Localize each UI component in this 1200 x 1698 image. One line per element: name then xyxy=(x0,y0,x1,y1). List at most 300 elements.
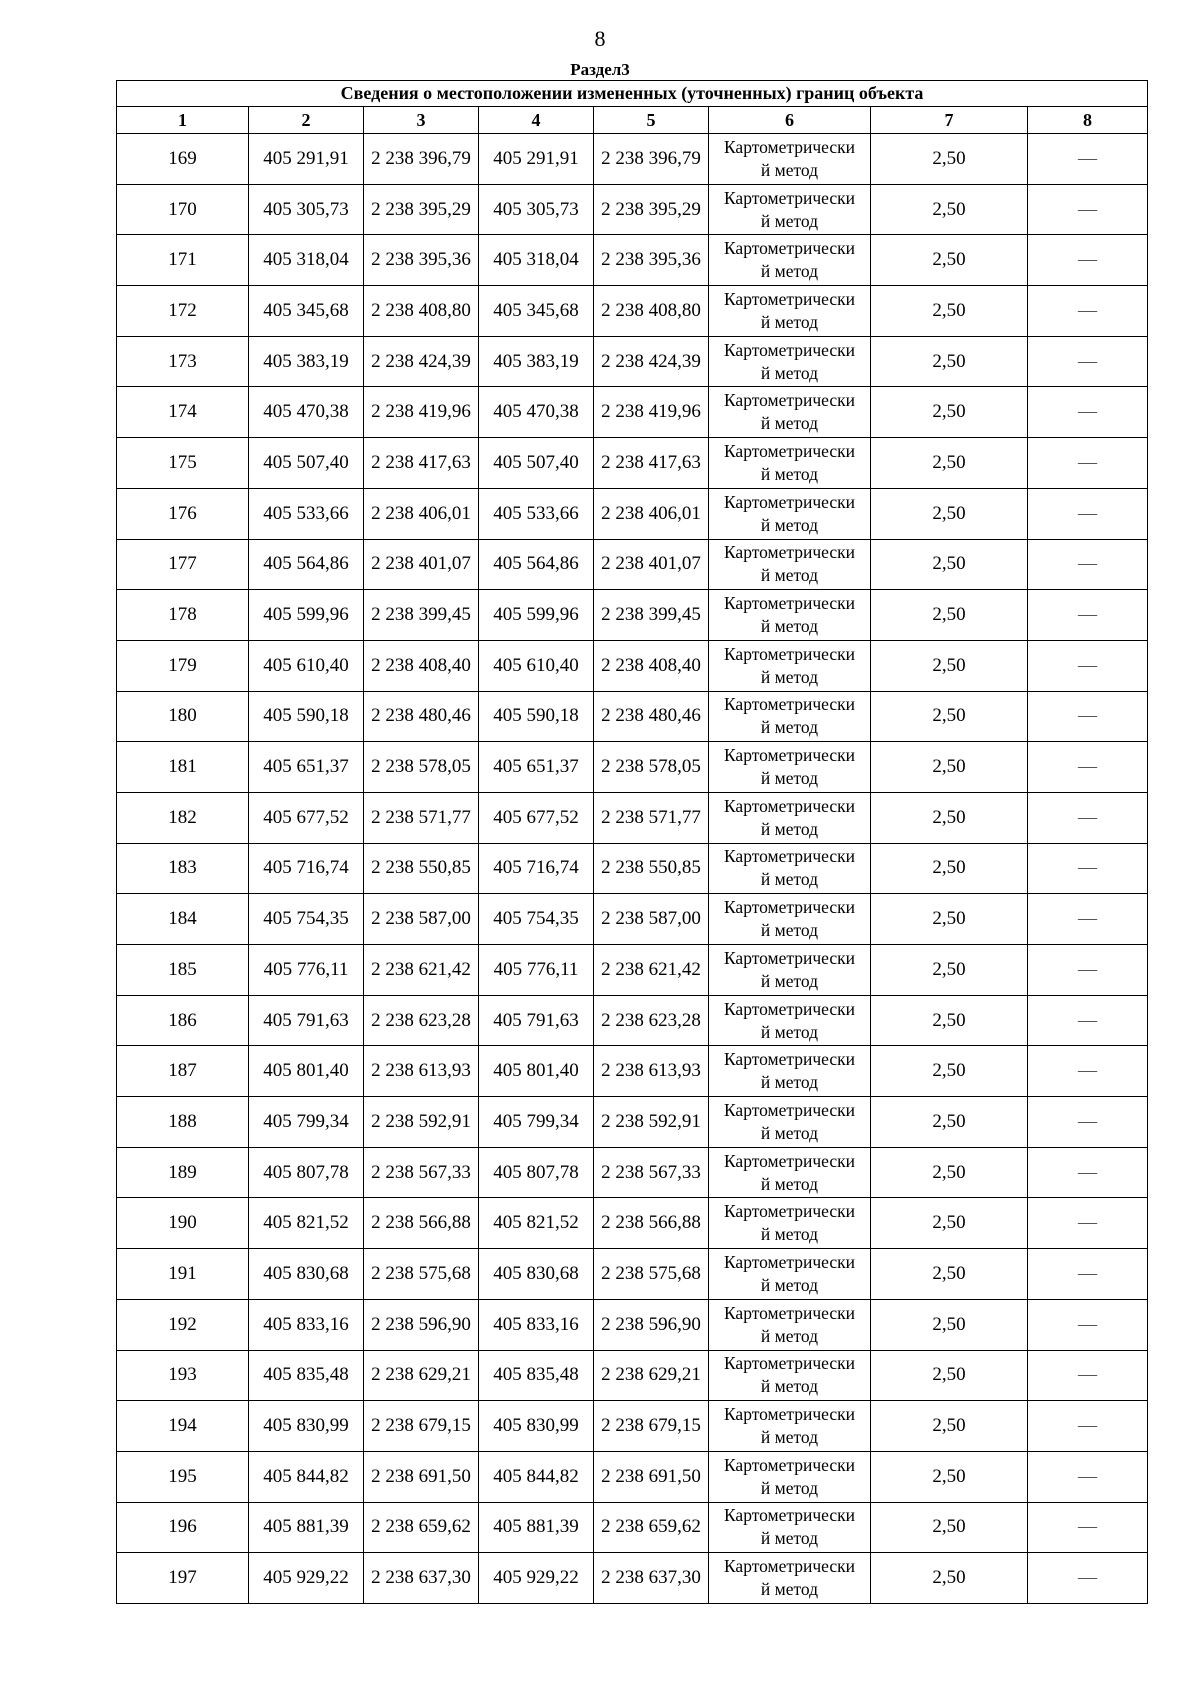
method-cell xyxy=(709,235,871,286)
coordinate-y-cell: 2 238 406,01 xyxy=(364,488,479,539)
coordinate-y-cell: 2 238 395,36 xyxy=(364,235,479,286)
coordinate-x-cell: 405 821,52 xyxy=(249,1198,364,1249)
coordinate-x-cell: 405 754,35 xyxy=(249,894,364,945)
accuracy-cell: 2,50 xyxy=(871,691,1028,742)
point-number-cell: 172 xyxy=(117,286,249,337)
table-row xyxy=(117,1401,1148,1452)
accuracy-cell: 2,50 xyxy=(871,1046,1028,1097)
point-number-cell: 177 xyxy=(117,539,249,590)
coordinate-y-cell: 2 238 623,28 xyxy=(594,995,709,1046)
coordinate-x-cell: 405 533,66 xyxy=(479,488,594,539)
method-line: Картометрически xyxy=(723,1049,856,1070)
method-line: Картометрически xyxy=(723,1302,856,1323)
coordinate-x-cell: 405 590,18 xyxy=(479,691,594,742)
method-line: Картометрически xyxy=(723,1150,856,1171)
coordinate-x-cell: 405 835,48 xyxy=(479,1350,594,1401)
coordinate-x-cell: 405 383,19 xyxy=(479,336,594,387)
method-line: й метод xyxy=(760,1274,819,1295)
accuracy-cell: 2,50 xyxy=(871,184,1028,235)
table-body xyxy=(117,134,1148,1604)
coordinate-y-cell: 2 238 401,07 xyxy=(594,539,709,590)
method-cell xyxy=(709,539,871,590)
method-cell xyxy=(709,1198,871,1249)
method-line: Картометрически xyxy=(723,238,856,259)
method-line: Картометрически xyxy=(723,1505,856,1526)
coordinate-x-cell: 405 833,16 xyxy=(249,1299,364,1350)
method-line: й метод xyxy=(760,616,819,637)
coordinate-y-cell: 2 238 566,88 xyxy=(594,1198,709,1249)
coordinate-x-cell: 405 835,48 xyxy=(249,1350,364,1401)
coordinate-x-cell: 405 590,18 xyxy=(249,691,364,742)
method-line: Картометрически xyxy=(723,1201,856,1222)
method-line: й метод xyxy=(760,666,819,687)
dash-cell: — xyxy=(1028,488,1148,539)
coordinate-y-cell: 2 238 587,00 xyxy=(594,894,709,945)
dash-cell: — xyxy=(1028,1502,1148,1553)
method-line: й метод xyxy=(760,970,819,991)
method-line: й метод xyxy=(760,565,819,586)
boundary-coordinates-table xyxy=(116,80,1148,1604)
dash-cell: — xyxy=(1028,843,1148,894)
table-row xyxy=(117,590,1148,641)
coordinate-x-cell: 405 470,38 xyxy=(249,387,364,438)
column-number: 5 xyxy=(594,107,709,134)
method-line: й метод xyxy=(760,869,819,890)
coordinate-y-cell: 2 238 424,39 xyxy=(594,336,709,387)
column-number: 8 xyxy=(1028,107,1148,134)
table-row xyxy=(117,1097,1148,1148)
dash-cell: — xyxy=(1028,539,1148,590)
coordinate-x-cell: 405 799,34 xyxy=(249,1097,364,1148)
dash-cell: — xyxy=(1028,1249,1148,1300)
coordinate-x-cell: 405 881,39 xyxy=(249,1502,364,1553)
method-cell xyxy=(709,184,871,235)
coordinate-x-cell: 405 305,73 xyxy=(249,184,364,235)
table-row xyxy=(117,134,1148,185)
coordinate-y-cell: 2 238 480,46 xyxy=(364,691,479,742)
table-row xyxy=(117,894,1148,945)
coordinate-y-cell: 2 238 596,90 xyxy=(364,1299,479,1350)
coordinate-y-cell: 2 238 575,68 xyxy=(364,1249,479,1300)
table-row xyxy=(117,843,1148,894)
method-line: й метод xyxy=(760,1021,819,1042)
coordinate-x-cell: 405 564,86 xyxy=(479,539,594,590)
accuracy-cell: 2,50 xyxy=(871,286,1028,337)
point-number-cell: 193 xyxy=(117,1350,249,1401)
point-number-cell: 175 xyxy=(117,438,249,489)
coordinate-y-cell: 2 238 417,63 xyxy=(364,438,479,489)
coordinate-x-cell: 405 470,38 xyxy=(479,387,594,438)
coordinate-y-cell: 2 238 629,21 xyxy=(594,1350,709,1401)
dash-cell: — xyxy=(1028,184,1148,235)
coordinate-x-cell: 405 776,11 xyxy=(249,945,364,996)
coordinate-x-cell: 405 716,74 xyxy=(249,843,364,894)
coordinate-y-cell: 2 238 395,29 xyxy=(594,184,709,235)
table-row xyxy=(117,640,1148,691)
coordinate-y-cell: 2 238 417,63 xyxy=(594,438,709,489)
method-line: й метод xyxy=(760,514,819,535)
page-number: 8 xyxy=(594,26,606,51)
method-line: Картометрически xyxy=(723,339,856,360)
point-number-cell: 189 xyxy=(117,1147,249,1198)
coordinate-y-cell: 2 238 419,96 xyxy=(364,387,479,438)
coordinate-x-cell: 405 830,99 xyxy=(249,1401,364,1452)
method-line: й метод xyxy=(760,362,819,383)
coordinate-y-cell: 2 238 399,45 xyxy=(594,590,709,641)
table-row xyxy=(117,438,1148,489)
coordinate-y-cell: 2 238 567,33 xyxy=(364,1147,479,1198)
method-cell xyxy=(709,792,871,843)
method-line: Картометрически xyxy=(723,390,856,411)
point-number-cell: 182 xyxy=(117,792,249,843)
coordinate-y-cell: 2 238 575,68 xyxy=(594,1249,709,1300)
coordinate-y-cell: 2 238 637,30 xyxy=(364,1553,479,1604)
dash-cell: — xyxy=(1028,894,1148,945)
coordinate-x-cell: 405 844,82 xyxy=(479,1451,594,1502)
method-cell xyxy=(709,1553,871,1604)
accuracy-cell: 2,50 xyxy=(871,1097,1028,1148)
dash-cell: — xyxy=(1028,1553,1148,1604)
table-row xyxy=(117,387,1148,438)
method-line: Картометрически xyxy=(723,542,856,563)
point-number-cell: 176 xyxy=(117,488,249,539)
point-number-cell: 190 xyxy=(117,1198,249,1249)
column-number: 7 xyxy=(871,107,1028,134)
method-cell xyxy=(709,640,871,691)
coordinate-y-cell: 2 238 424,39 xyxy=(364,336,479,387)
coordinate-x-cell: 405 318,04 xyxy=(249,235,364,286)
dash-cell: — xyxy=(1028,1350,1148,1401)
column-number-row xyxy=(117,107,1148,134)
method-line: Картометрически xyxy=(723,643,856,664)
method-cell xyxy=(709,1147,871,1198)
accuracy-cell: 2,50 xyxy=(871,742,1028,793)
coordinate-x-cell: 405 291,91 xyxy=(249,134,364,185)
accuracy-cell: 2,50 xyxy=(871,488,1028,539)
method-line: Картометрически xyxy=(723,998,856,1019)
coordinate-y-cell: 2 238 592,91 xyxy=(594,1097,709,1148)
method-cell xyxy=(709,995,871,1046)
method-line: й метод xyxy=(760,1477,819,1498)
method-line: Картометрически xyxy=(723,593,856,614)
method-cell xyxy=(709,894,871,945)
accuracy-cell: 2,50 xyxy=(871,640,1028,691)
coordinate-y-cell: 2 238 408,40 xyxy=(594,640,709,691)
dash-cell: — xyxy=(1028,995,1148,1046)
coordinate-y-cell: 2 238 679,15 xyxy=(594,1401,709,1452)
coordinate-y-cell: 2 238 419,96 xyxy=(594,387,709,438)
accuracy-cell: 2,50 xyxy=(871,387,1028,438)
accuracy-cell: 2,50 xyxy=(871,134,1028,185)
coordinate-y-cell: 2 238 613,93 xyxy=(364,1046,479,1097)
dash-cell: — xyxy=(1028,1299,1148,1350)
coordinate-x-cell: 405 383,19 xyxy=(249,336,364,387)
table-row xyxy=(117,286,1148,337)
coordinate-x-cell: 405 830,68 xyxy=(479,1249,594,1300)
coordinate-y-cell: 2 238 566,88 xyxy=(364,1198,479,1249)
coordinate-x-cell: 405 833,16 xyxy=(479,1299,594,1350)
dash-cell: — xyxy=(1028,235,1148,286)
coordinate-x-cell: 405 807,78 xyxy=(479,1147,594,1198)
point-number-cell: 170 xyxy=(117,184,249,235)
accuracy-cell: 2,50 xyxy=(871,1299,1028,1350)
method-line: Картометрически xyxy=(723,1099,856,1120)
dash-cell: — xyxy=(1028,792,1148,843)
accuracy-cell: 2,50 xyxy=(871,1350,1028,1401)
dash-cell: — xyxy=(1028,1401,1148,1452)
method-line: Картометрически xyxy=(723,947,856,968)
table-row xyxy=(117,1147,1148,1198)
coordinate-x-cell: 405 791,63 xyxy=(249,995,364,1046)
method-line: й метод xyxy=(760,1173,819,1194)
coordinate-y-cell: 2 238 596,90 xyxy=(594,1299,709,1350)
method-line: й метод xyxy=(760,210,819,231)
dash-cell: — xyxy=(1028,742,1148,793)
coordinate-y-cell: 2 238 401,07 xyxy=(364,539,479,590)
table-caption: Сведения о местоположении измененных (уточненных) границ объекта xyxy=(117,81,1148,107)
point-number-cell: 179 xyxy=(117,640,249,691)
method-line: Картометрически xyxy=(723,1353,856,1374)
coordinate-y-cell: 2 238 408,80 xyxy=(364,286,479,337)
table-row xyxy=(117,995,1148,1046)
coordinate-y-cell: 2 238 550,85 xyxy=(594,843,709,894)
table-row xyxy=(117,235,1148,286)
coordinate-y-cell: 2 238 395,29 xyxy=(364,184,479,235)
coordinate-x-cell: 405 799,34 xyxy=(479,1097,594,1148)
method-cell xyxy=(709,945,871,996)
method-line: й метод xyxy=(760,463,819,484)
table-row xyxy=(117,1502,1148,1553)
coordinate-y-cell: 2 238 679,15 xyxy=(364,1401,479,1452)
point-number-cell: 184 xyxy=(117,894,249,945)
method-line: Картометрически xyxy=(723,288,856,309)
point-number-cell: 183 xyxy=(117,843,249,894)
method-cell xyxy=(709,336,871,387)
point-number-cell: 195 xyxy=(117,1451,249,1502)
table-row xyxy=(117,539,1148,590)
coordinate-y-cell: 2 238 691,50 xyxy=(594,1451,709,1502)
point-number-cell: 194 xyxy=(117,1401,249,1452)
point-number-cell: 178 xyxy=(117,590,249,641)
coordinate-y-cell: 2 238 578,05 xyxy=(594,742,709,793)
point-number-cell: 188 xyxy=(117,1097,249,1148)
point-number-cell: 186 xyxy=(117,995,249,1046)
point-number-cell: 174 xyxy=(117,387,249,438)
table-row xyxy=(117,1046,1148,1097)
method-cell xyxy=(709,1249,871,1300)
dash-cell: — xyxy=(1028,438,1148,489)
table-row xyxy=(117,488,1148,539)
coordinate-y-cell: 2 238 629,21 xyxy=(364,1350,479,1401)
coordinate-x-cell: 405 830,68 xyxy=(249,1249,364,1300)
table-row xyxy=(117,792,1148,843)
method-cell xyxy=(709,387,871,438)
coordinate-y-cell: 2 238 621,42 xyxy=(594,945,709,996)
accuracy-cell: 2,50 xyxy=(871,1147,1028,1198)
coordinate-y-cell: 2 238 587,00 xyxy=(364,894,479,945)
coordinate-x-cell: 405 929,22 xyxy=(249,1553,364,1604)
coordinate-x-cell: 405 807,78 xyxy=(249,1147,364,1198)
method-line: Картометрически xyxy=(723,897,856,918)
accuracy-cell: 2,50 xyxy=(871,894,1028,945)
accuracy-cell: 2,50 xyxy=(871,235,1028,286)
method-line: й метод xyxy=(760,1579,819,1600)
column-number: 6 xyxy=(709,107,871,134)
coordinate-y-cell: 2 238 623,28 xyxy=(364,995,479,1046)
coordinate-x-cell: 405 677,52 xyxy=(479,792,594,843)
table-row xyxy=(117,691,1148,742)
method-cell xyxy=(709,1350,871,1401)
method-cell xyxy=(709,286,871,337)
column-number: 4 xyxy=(479,107,594,134)
coordinate-y-cell: 2 238 571,77 xyxy=(594,792,709,843)
table-row xyxy=(117,945,1148,996)
coordinate-x-cell: 405 533,66 xyxy=(249,488,364,539)
method-cell xyxy=(709,1401,871,1452)
method-line: й метод xyxy=(760,1122,819,1143)
method-line: й метод xyxy=(760,261,819,282)
coordinate-y-cell: 2 238 659,62 xyxy=(594,1502,709,1553)
coordinate-x-cell: 405 716,74 xyxy=(479,843,594,894)
method-cell xyxy=(709,134,871,185)
coordinate-x-cell: 405 821,52 xyxy=(479,1198,594,1249)
method-line: й метод xyxy=(760,818,819,839)
method-cell xyxy=(709,1046,871,1097)
coordinate-x-cell: 405 599,96 xyxy=(249,590,364,641)
column-number: 1 xyxy=(117,107,249,134)
table-row xyxy=(117,1249,1148,1300)
coordinate-x-cell: 405 610,40 xyxy=(249,640,364,691)
accuracy-cell: 2,50 xyxy=(871,1553,1028,1604)
coordinate-y-cell: 2 238 637,30 xyxy=(594,1553,709,1604)
accuracy-cell: 2,50 xyxy=(871,539,1028,590)
method-line: Картометрически xyxy=(723,745,856,766)
method-line: й метод xyxy=(760,1376,819,1397)
method-line: Картометрически xyxy=(723,694,856,715)
method-cell xyxy=(709,590,871,641)
method-line: Картометрически xyxy=(723,1454,856,1475)
method-line: Картометрически xyxy=(723,846,856,867)
table-row xyxy=(117,184,1148,235)
point-number-cell: 173 xyxy=(117,336,249,387)
coordinate-x-cell: 405 507,40 xyxy=(249,438,364,489)
method-cell xyxy=(709,843,871,894)
accuracy-cell: 2,50 xyxy=(871,336,1028,387)
method-line: й метод xyxy=(760,159,819,180)
coordinate-y-cell: 2 238 399,45 xyxy=(364,590,479,641)
accuracy-cell: 2,50 xyxy=(871,1502,1028,1553)
coordinate-y-cell: 2 238 621,42 xyxy=(364,945,479,996)
method-line: й метод xyxy=(760,311,819,332)
method-line: Картометрически xyxy=(723,491,856,512)
coordinate-y-cell: 2 238 550,85 xyxy=(364,843,479,894)
column-number: 2 xyxy=(249,107,364,134)
accuracy-cell: 2,50 xyxy=(871,995,1028,1046)
method-line: Картометрически xyxy=(723,1251,856,1272)
coordinate-x-cell: 405 844,82 xyxy=(249,1451,364,1502)
method-cell xyxy=(709,1097,871,1148)
method-line: й метод xyxy=(760,920,819,941)
dash-cell: — xyxy=(1028,1046,1148,1097)
method-cell xyxy=(709,1502,871,1553)
dash-cell: — xyxy=(1028,134,1148,185)
coordinate-y-cell: 2 238 571,77 xyxy=(364,792,479,843)
coordinate-y-cell: 2 238 396,79 xyxy=(364,134,479,185)
coordinate-x-cell: 405 651,37 xyxy=(479,742,594,793)
coordinate-x-cell: 405 318,04 xyxy=(479,235,594,286)
method-line: й метод xyxy=(760,1427,819,1448)
point-number-cell: 181 xyxy=(117,742,249,793)
method-cell xyxy=(709,691,871,742)
coordinate-x-cell: 405 929,22 xyxy=(479,1553,594,1604)
point-number-cell: 192 xyxy=(117,1299,249,1350)
coordinate-x-cell: 405 776,11 xyxy=(479,945,594,996)
column-number: 3 xyxy=(364,107,479,134)
point-number-cell: 180 xyxy=(117,691,249,742)
coordinate-y-cell: 2 238 408,40 xyxy=(364,640,479,691)
method-cell xyxy=(709,488,871,539)
point-number-cell: 197 xyxy=(117,1553,249,1604)
dash-cell: — xyxy=(1028,1147,1148,1198)
dash-cell: — xyxy=(1028,1451,1148,1502)
coordinate-x-cell: 405 791,63 xyxy=(479,995,594,1046)
accuracy-cell: 2,50 xyxy=(871,945,1028,996)
dash-cell: — xyxy=(1028,1198,1148,1249)
coordinate-y-cell: 2 238 396,79 xyxy=(594,134,709,185)
dash-cell: — xyxy=(1028,945,1148,996)
coordinate-y-cell: 2 238 592,91 xyxy=(364,1097,479,1148)
coordinate-x-cell: 405 345,68 xyxy=(479,286,594,337)
point-number-cell: 187 xyxy=(117,1046,249,1097)
method-line: Картометрически xyxy=(723,1404,856,1425)
table-row xyxy=(117,1198,1148,1249)
coordinate-x-cell: 405 677,52 xyxy=(249,792,364,843)
coordinate-y-cell: 2 238 567,33 xyxy=(594,1147,709,1198)
coordinate-x-cell: 405 830,99 xyxy=(479,1401,594,1452)
method-cell xyxy=(709,1451,871,1502)
point-number-cell: 171 xyxy=(117,235,249,286)
coordinate-x-cell: 405 305,73 xyxy=(479,184,594,235)
table-row xyxy=(117,1553,1148,1604)
dash-cell: — xyxy=(1028,286,1148,337)
dash-cell: — xyxy=(1028,387,1148,438)
coordinate-x-cell: 405 564,86 xyxy=(249,539,364,590)
dash-cell: — xyxy=(1028,336,1148,387)
accuracy-cell: 2,50 xyxy=(871,792,1028,843)
point-number-cell: 191 xyxy=(117,1249,249,1300)
coordinate-y-cell: 2 238 408,80 xyxy=(594,286,709,337)
section-title: Раздел3 xyxy=(570,60,630,79)
accuracy-cell: 2,50 xyxy=(871,1198,1028,1249)
method-line: й метод xyxy=(760,1528,819,1549)
method-line: й метод xyxy=(760,717,819,738)
coordinate-x-cell: 405 801,40 xyxy=(479,1046,594,1097)
method-cell xyxy=(709,438,871,489)
coordinate-x-cell: 405 291,91 xyxy=(479,134,594,185)
method-line: Картометрически xyxy=(723,1556,856,1577)
point-number-cell: 169 xyxy=(117,134,249,185)
coordinate-y-cell: 2 238 659,62 xyxy=(364,1502,479,1553)
accuracy-cell: 2,50 xyxy=(871,590,1028,641)
coordinate-x-cell: 405 610,40 xyxy=(479,640,594,691)
coordinate-y-cell: 2 238 406,01 xyxy=(594,488,709,539)
table-row xyxy=(117,1350,1148,1401)
dash-cell: — xyxy=(1028,1097,1148,1148)
method-line: й метод xyxy=(760,768,819,789)
method-line: й метод xyxy=(760,413,819,434)
method-line: й метод xyxy=(760,1224,819,1245)
coordinate-x-cell: 405 599,96 xyxy=(479,590,594,641)
